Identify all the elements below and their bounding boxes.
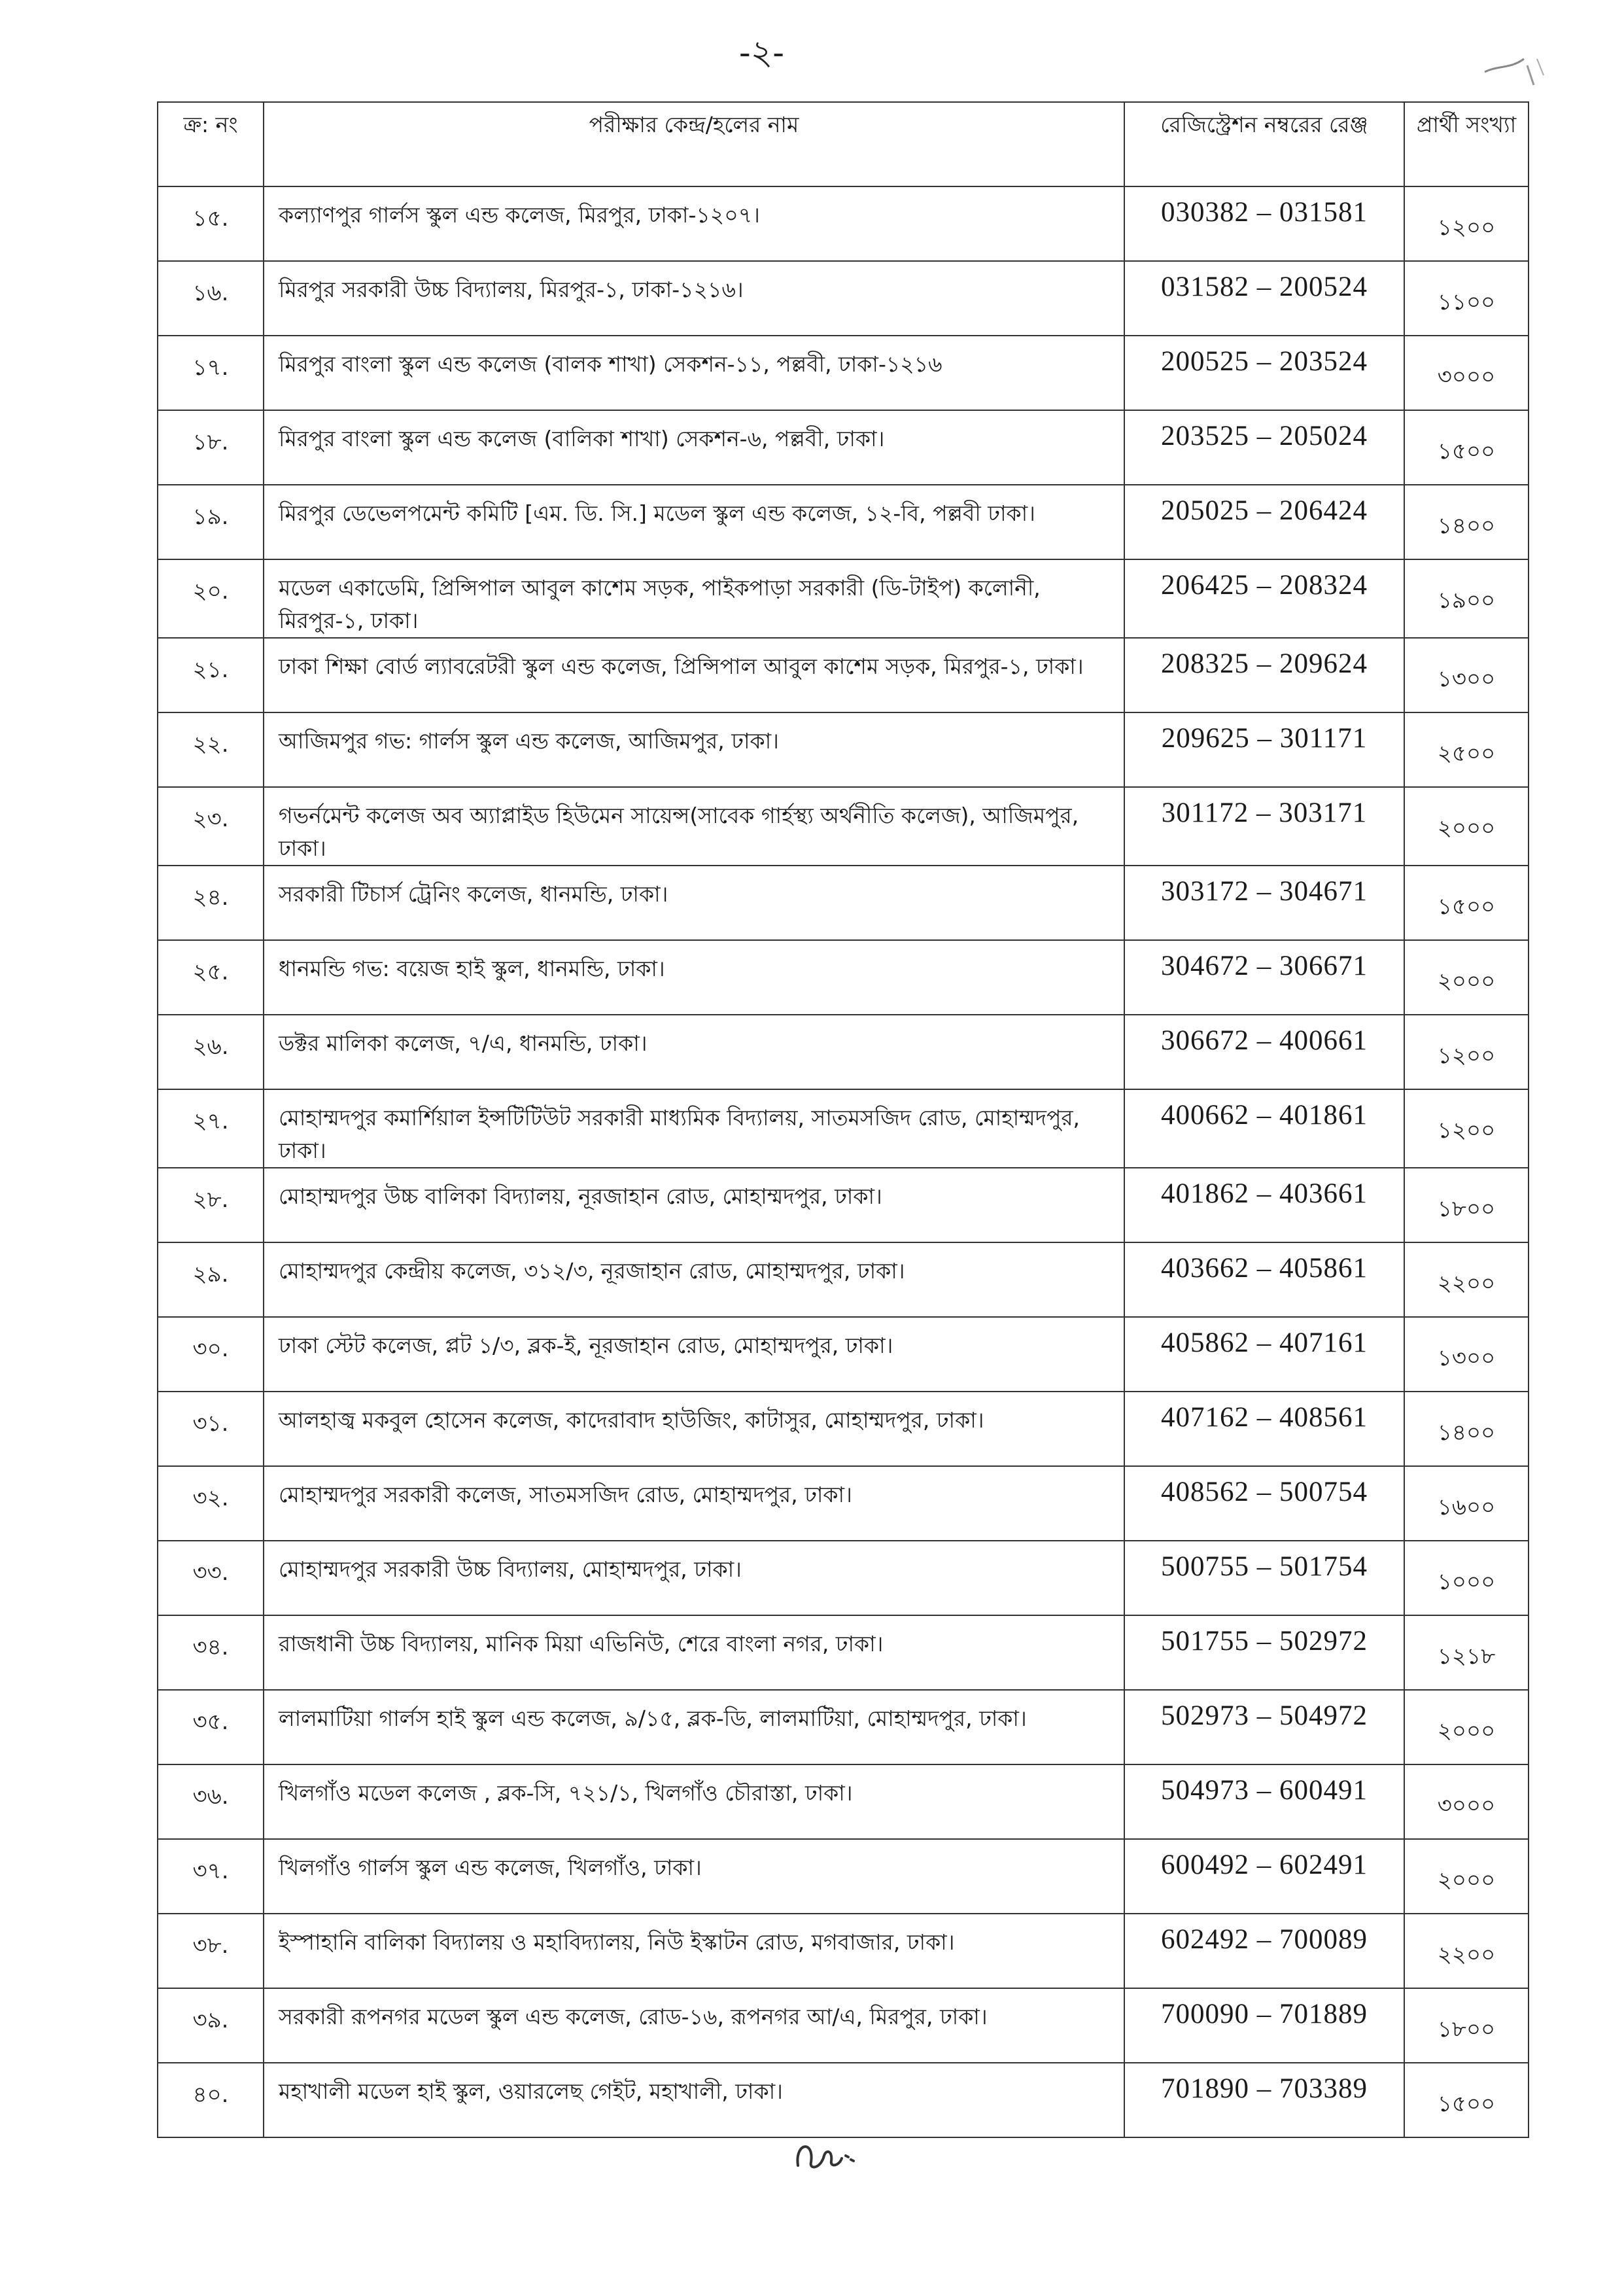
registration-range-cell: 405862 – 407161 <box>1124 1317 1404 1392</box>
candidate-count-cell: ১৮০০ <box>1404 1988 1529 2063</box>
table-row <box>158 559 1529 638</box>
center-name-cell: কল্যাণপুর গার্লস স্কুল এন্ড কলেজ, মিরপুর, ঢাকা-১২০৭। <box>264 186 1124 261</box>
center-name-cell: মডেল একাডেমি, প্রিন্সিপাল আবুল কাশেম সড়ক, পাইকপাড়া সরকারী (ডি-টাইপ) কলোনী, মিরপুর-১, ঢাকা। <box>264 559 1124 638</box>
center-name-cell: মহাখালী মডেল হাই স্কুল, ওয়ারলেছ গেইট, মহাখালী, ঢাকা। <box>264 2063 1124 2137</box>
center-name-cell: মিরপুর বাংলা স্কুল এন্ড কলেজ (বালক শাখা) সেকশন-১১, পল্লবী, ঢাকা-১২১৬ <box>264 336 1124 410</box>
candidate-count-cell: ১৫০০ <box>1404 2063 1529 2137</box>
registration-range-cell: 501755 – 502972 <box>1124 1615 1404 1690</box>
registration-range-cell: 700090 – 701889 <box>1124 1988 1404 2063</box>
center-name-cell: আলহাজ্ব মকবুল হোসেন কলেজ, কাদেরাবাদ হাউজিং, কাটাসুর, মোহাম্মদপুর, ঢাকা। <box>264 1392 1124 1466</box>
table-row <box>158 1168 1529 1242</box>
table-row <box>158 1914 1529 1988</box>
serial-cell: ৩১. <box>158 1392 264 1466</box>
table-row <box>158 1466 1529 1541</box>
center-name-cell: ইস্পাহানি বালিকা বিদ্যালয় ও মহাবিদ্যালয়, নিউ ইস্কাটন রোড, মগবাজার, ঢাকা। <box>264 1914 1124 1988</box>
serial-cell: ৩০. <box>158 1317 264 1392</box>
table-row <box>158 261 1529 336</box>
serial-cell: ১৫. <box>158 186 264 261</box>
candidate-count-cell: ১৮০০ <box>1404 1168 1529 1242</box>
serial-cell: ৩৮. <box>158 1914 264 1988</box>
candidate-count-cell: ১৬০০ <box>1404 1466 1529 1541</box>
header-center: পরীক্ষার কেন্দ্র/হলের নাম <box>264 102 1124 186</box>
header-count: প্রার্থী সংখ্যা <box>1404 102 1529 186</box>
serial-cell: ২১. <box>158 638 264 712</box>
serial-cell: ২৬. <box>158 1015 264 1089</box>
serial-cell: ৩৬. <box>158 1764 264 1839</box>
candidate-count-cell: ২০০০ <box>1404 1690 1529 1764</box>
registration-range-cell: 203525 – 205024 <box>1124 410 1404 485</box>
table-row <box>158 1541 1529 1615</box>
table-row <box>158 1690 1529 1764</box>
table-row <box>158 1839 1529 1914</box>
table-row <box>158 1242 1529 1317</box>
serial-cell: ২৭. <box>158 1089 264 1168</box>
center-name-cell: গভর্নমেন্ট কলেজ অব অ্যাপ্লাইড হিউমেন সায়েন্স(সাবেক গার্হস্থ্য অর্থনীতি কলেজ), আজিমপুর, ঢাকা। <box>264 787 1124 866</box>
center-name-cell: ডক্টর মালিকা কলেজ, ৭/এ, ধানমন্ডি, ঢাকা। <box>264 1015 1124 1089</box>
serial-cell: ৩২. <box>158 1466 264 1541</box>
serial-cell: ২৯. <box>158 1242 264 1317</box>
candidate-count-cell: ১৩০০ <box>1404 1317 1529 1392</box>
serial-cell: ৩৩. <box>158 1541 264 1615</box>
table-row <box>158 1615 1529 1690</box>
serial-cell: ৪০. <box>158 2063 264 2137</box>
center-name-cell: ঢাকা শিক্ষা বোর্ড ল্যাবরেটরী স্কুল এন্ড কলেজ, প্রিন্সিপাল আবুল কাশেম সড়ক, মিরপুর-১, ঢাকা। <box>264 638 1124 712</box>
registration-range-cell: 304672 – 306671 <box>1124 940 1404 1015</box>
center-name-cell: খিলগাঁও মডেল কলেজ , ব্লক-সি, ৭২১/১, খিলগাঁও চৌরাস্তা, ঢাকা। <box>264 1764 1124 1839</box>
candidate-count-cell: ১৪০০ <box>1404 485 1529 559</box>
candidate-count-cell: ২৫০০ <box>1404 712 1529 787</box>
candidate-count-cell: ২০০০ <box>1404 940 1529 1015</box>
table-row <box>158 1089 1529 1168</box>
center-name-cell: মোহাম্মদপুর সরকারী কলেজ, সাতমসজিদ রোড, মোহাম্মদপুর, ঢাকা। <box>264 1466 1124 1541</box>
page-number: -২- <box>739 33 784 73</box>
serial-cell: ২৫. <box>158 940 264 1015</box>
header-range: রেজিস্ট্রেশন নম্বরের রেঞ্জ <box>1124 102 1404 186</box>
candidate-count-cell: ৩০০০ <box>1404 336 1529 410</box>
center-name-cell: সরকারী টিচার্স ট্রেনিং কলেজ, ধানমন্ডি, ঢাকা। <box>264 866 1124 940</box>
table-row <box>158 2063 1529 2137</box>
table-row <box>158 1764 1529 1839</box>
center-name-cell: মোহাম্মদপুর কমার্শিয়াল ইন্সটিটিউট সরকারী মাধ্যমিক বিদ্যালয়, সাতমসজিদ রোড, মোহাম্মদপুর, ঢাকা। <box>264 1089 1124 1168</box>
registration-range-cell: 208325 – 209624 <box>1124 638 1404 712</box>
candidate-count-cell: ১৪০০ <box>1404 1392 1529 1466</box>
candidate-count-cell: ৩০০০ <box>1404 1764 1529 1839</box>
registration-range-cell: 400662 – 401861 <box>1124 1089 1404 1168</box>
center-name-cell: মোহাম্মদপুর কেন্দ্রীয় কলেজ, ৩১২/৩, নূরজাহান রোড, মোহাম্মদপুর, ঢাকা। <box>264 1242 1124 1317</box>
table-header-row <box>158 102 1529 186</box>
serial-cell: ৩৯. <box>158 1988 264 2063</box>
serial-cell: ১৬. <box>158 261 264 336</box>
exam-center-table <box>157 101 1529 2138</box>
center-name-cell: রাজধানী উচ্চ বিদ্যালয়, মানিক মিয়া এভিনিউ, শেরে বাংলা নগর, ঢাকা। <box>264 1615 1124 1690</box>
registration-range-cell: 031582 – 200524 <box>1124 261 1404 336</box>
serial-cell: ২৮. <box>158 1168 264 1242</box>
center-name-cell: খিলগাঁও গার্লস স্কুল এন্ড কলেজ, খিলগাঁও, ঢাকা। <box>264 1839 1124 1914</box>
center-name-cell: ঢাকা স্টেট কলেজ, প্লট ১/৩, ব্লক-ই, নূরজাহান রোড, মোহাম্মদপুর, ঢাকা। <box>264 1317 1124 1392</box>
registration-range-cell: 401862 – 403661 <box>1124 1168 1404 1242</box>
table-row <box>158 336 1529 410</box>
table-row <box>158 940 1529 1015</box>
registration-range-cell: 200525 – 203524 <box>1124 336 1404 410</box>
registration-range-cell: 205025 – 206424 <box>1124 485 1404 559</box>
serial-cell: ২২. <box>158 712 264 787</box>
table-row <box>158 1392 1529 1466</box>
candidate-count-cell: ১৫০০ <box>1404 410 1529 485</box>
registration-range-cell: 408562 – 500754 <box>1124 1466 1404 1541</box>
center-name-cell: মিরপুর বাংলা স্কুল এন্ড কলেজ (বালিকা শাখা) সেকশন-৬, পল্লবী, ঢাকা। <box>264 410 1124 485</box>
header-serial: ক্র: নং <box>158 102 264 186</box>
registration-range-cell: 500755 – 501754 <box>1124 1541 1404 1615</box>
candidate-count-cell: ১৩০০ <box>1404 638 1529 712</box>
candidate-count-cell: ১২০০ <box>1404 1089 1529 1168</box>
center-name-cell: মোহাম্মদপুর সরকারী উচ্চ বিদ্যালয়, মোহাম্মদপুর, ঢাকা। <box>264 1541 1124 1615</box>
serial-cell: ৩৫. <box>158 1690 264 1764</box>
serial-cell: ২০. <box>158 559 264 638</box>
registration-range-cell: 701890 – 703389 <box>1124 2063 1404 2137</box>
table-row <box>158 186 1529 261</box>
registration-range-cell: 600492 – 602491 <box>1124 1839 1404 1914</box>
candidate-count-cell: ১১০০ <box>1404 261 1529 336</box>
center-name-cell: মোহাম্মদপুর উচ্চ বালিকা বিদ্যালয়, নূরজাহান রোড, মোহাম্মদপুর, ঢাকা। <box>264 1168 1124 1242</box>
corner-mark-icon <box>1472 46 1550 105</box>
candidate-count-cell: ২০০০ <box>1404 1839 1529 1914</box>
serial-cell: ২৩. <box>158 787 264 866</box>
registration-range-cell: 502973 – 504972 <box>1124 1690 1404 1764</box>
table-row <box>158 1317 1529 1392</box>
candidate-count-cell: ১২১৮ <box>1404 1615 1529 1690</box>
center-name-cell: মিরপুর ডেভেলপমেন্ট কমিটি [এম. ডি. সি.] মডেল স্কুল এন্ড কলেজ, ১২-বি, পল্লবী ঢাকা। <box>264 485 1124 559</box>
registration-range-cell: 504973 – 600491 <box>1124 1764 1404 1839</box>
center-name-cell: মিরপুর সরকারী উচ্চ বিদ্যালয়, মিরপুর-১, ঢাকা-১২১৬। <box>264 261 1124 336</box>
registration-range-cell: 306672 – 400661 <box>1124 1015 1404 1089</box>
candidate-count-cell: ২২০০ <box>1404 1914 1529 1988</box>
registration-range-cell: 301172 – 303171 <box>1124 787 1404 866</box>
candidate-count-cell: ১০০০ <box>1404 1541 1529 1615</box>
table-row <box>158 866 1529 940</box>
table-row <box>158 787 1529 866</box>
candidate-count-cell: ১৫০০ <box>1404 866 1529 940</box>
center-name-cell: আজিমপুর গভ: গার্লস স্কুল এন্ড কলেজ, আজিমপুর, ঢাকা। <box>264 712 1124 787</box>
registration-range-cell: 407162 – 408561 <box>1124 1392 1404 1466</box>
serial-cell: ১৭. <box>158 336 264 410</box>
table-row <box>158 1015 1529 1089</box>
table-row <box>158 712 1529 787</box>
candidate-count-cell: ১২০০ <box>1404 186 1529 261</box>
registration-range-cell: 030382 – 031581 <box>1124 186 1404 261</box>
candidate-count-cell: ২২০০ <box>1404 1242 1529 1317</box>
table-row <box>158 410 1529 485</box>
serial-cell: ১৯. <box>158 485 264 559</box>
center-name-cell: ধানমন্ডি গভ: বয়েজ হাই স্কুল, ধানমন্ডি, ঢাকা। <box>264 940 1124 1015</box>
serial-cell: ২৪. <box>158 866 264 940</box>
candidate-count-cell: ১৯০০ <box>1404 559 1529 638</box>
table-row <box>158 485 1529 559</box>
table-row <box>158 1988 1529 2063</box>
registration-range-cell: 303172 – 304671 <box>1124 866 1404 940</box>
candidate-count-cell: ২০০০ <box>1404 787 1529 866</box>
center-name-cell: লালমাটিয়া গার্লস হাই স্কুল এন্ড কলেজ, ৯/১৫, ব্লক-ডি, লালমাটিয়া, মোহাম্মদপুর, ঢাকা। <box>264 1690 1124 1764</box>
table-body <box>158 186 1529 2137</box>
serial-cell: ৩৭. <box>158 1839 264 1914</box>
registration-range-cell: 403662 – 405861 <box>1124 1242 1404 1317</box>
signature-icon <box>788 2130 867 2182</box>
serial-cell: ৩৪. <box>158 1615 264 1690</box>
registration-range-cell: 602492 – 700089 <box>1124 1914 1404 1988</box>
registration-range-cell: 209625 – 301171 <box>1124 712 1404 787</box>
serial-cell: ১৮. <box>158 410 264 485</box>
registration-range-cell: 206425 – 208324 <box>1124 559 1404 638</box>
table-row <box>158 638 1529 712</box>
candidate-count-cell: ১২০০ <box>1404 1015 1529 1089</box>
center-name-cell: সরকারী রূপনগর মডেল স্কুল এন্ড কলেজ, রোড-১৬, রূপনগর আ/এ, মিরপুর, ঢাকা। <box>264 1988 1124 2063</box>
